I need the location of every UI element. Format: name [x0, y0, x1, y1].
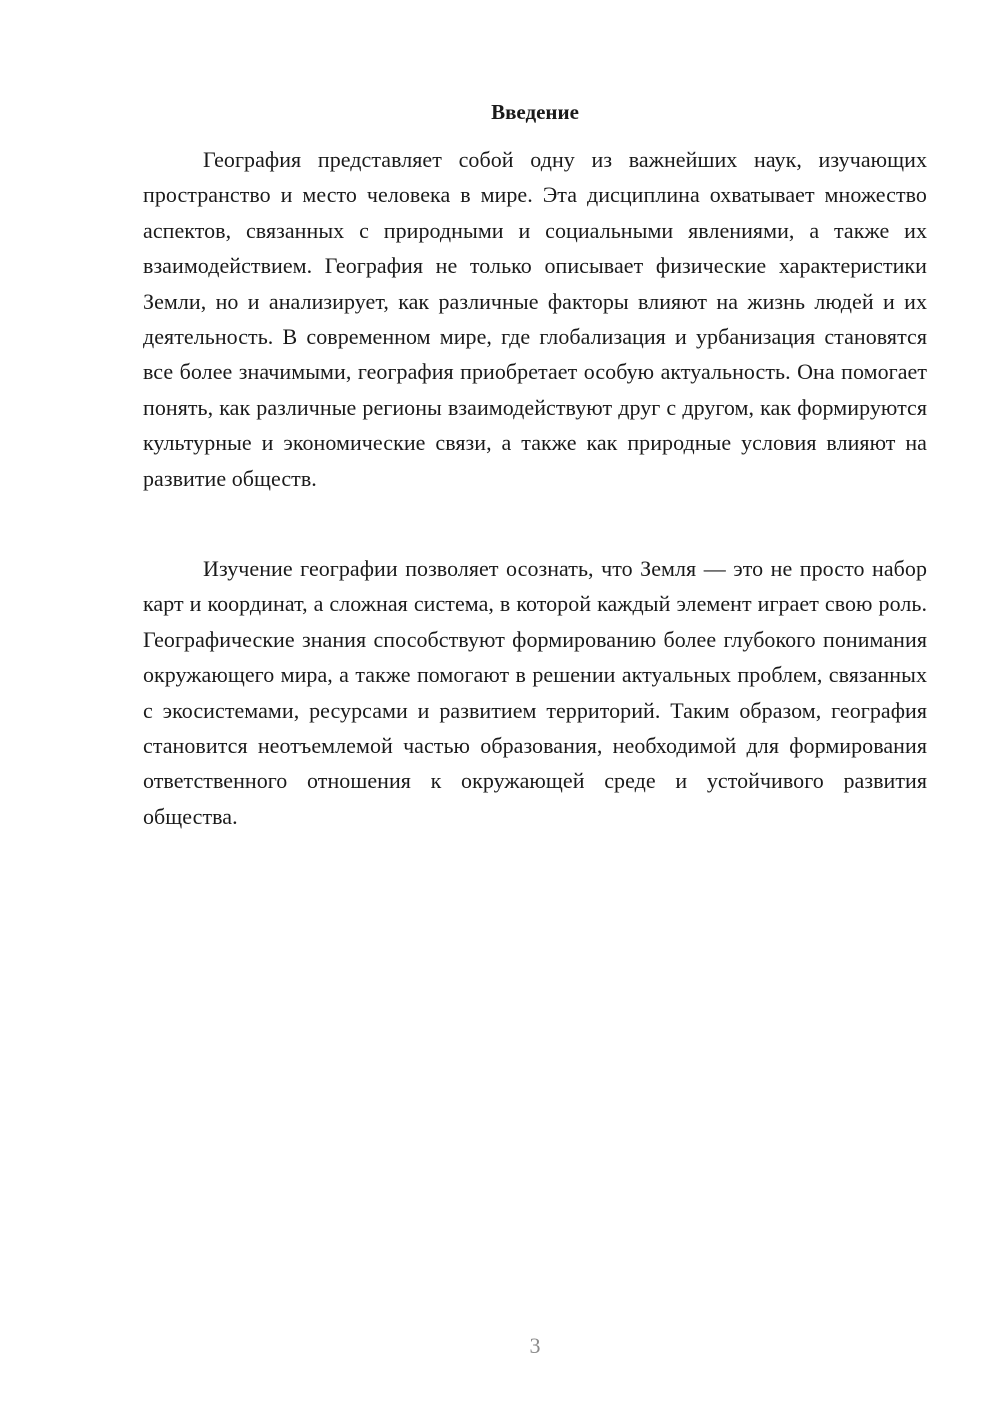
page-number: 3 — [529, 1333, 541, 1358]
paragraph-2: Изучение географии позволяет осознать, что Земля — это не просто набор карт и координат, а сложная система, в которой каждый элемент играет свою роль. Географические знания способствуют формированию более глубокого понимания окружающего мира, а также помогают в решении актуальных проблем, связанных с экосистемами, ресурсами и развитием территорий. Таким образом, география становится неотъемлемой частью образования, необходимой для формирования ответственного отношения к окружающей среде и устойчивого развития общества. — [143, 556, 927, 829]
paragraph-1: География представляет собой одну из важнейших наук, изучающих пространство и место человека в мире. Эта дисциплина охватывает множество аспектов, связанных с природными и социальными явлениями, а также их взаимодействием. География не только описывает физические характеристики Земли, но и анализирует, как различные факторы влияют на жизнь людей и их деятельность. В современном мире, где глобализация и урбанизация становятся все более значимыми, география приобретает особую актуальность. Она помогает понять, как различные регионы взаимодействуют друг с другом, как формируются культурные и экономические связи, а также как природные условия влияют на развитие обществ. — [143, 147, 927, 491]
page-title: Введение — [491, 100, 579, 124]
